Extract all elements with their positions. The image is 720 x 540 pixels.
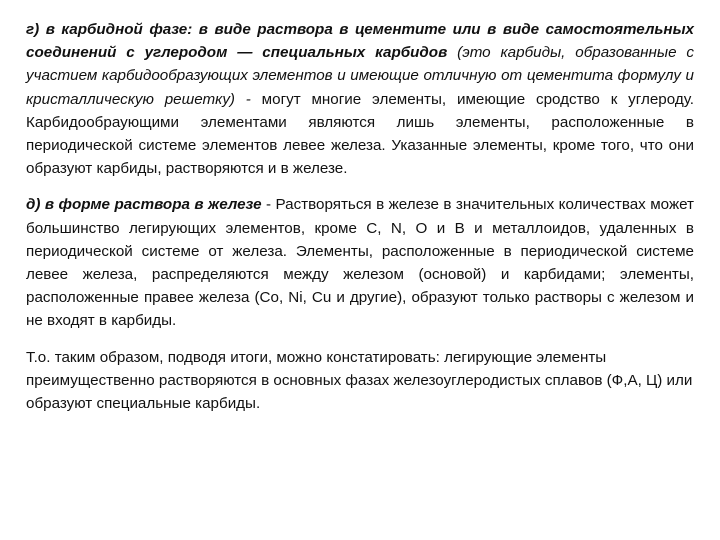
paragraph-heading: д) в форме раствора в железе — [26, 196, 262, 214]
paragraph-heading: г) в карбидной фазе: в виде раствора в цементите или в виде самостоятельных соединений с углеродом — специальных карбидов — [26, 21, 694, 62]
paragraph-iron-solution — [26, 193, 694, 332]
paragraph-conclusion — [26, 346, 694, 416]
paragraph-body: - Растворяться в железе в значительных количествах может большинство легирующих элементов, кроме C, N, O и B и металлоидов, удаленных в периодической системе от железа. Элементы, расположенные в периодической системе левее железа, распределяются между железом (основой) и карбидами; элементы, расположенные правее железа (Co, Ni, Cu и другие), образуют только растворы с железом и не входят в карбиды. — [26, 196, 694, 330]
document-page — [26, 18, 694, 415]
paragraph-carbide-phase — [26, 18, 694, 180]
italic-note: (это карбиды, образованные с участием карбидообразующих элементов и имеющие отличную от цементита формулу и кристаллическую решетку) - — [26, 44, 695, 108]
paragraph-body: могут многие элементы, имеющие сродство к углероду. Карбидообраующими элементами являются лишь элементы, расположенные в периодической системе элементов левее железа. Указанные элементы, кроме того, что они образуют карбиды, растворяются и в железе. — [26, 90, 694, 178]
paragraph-body: Т.о. таким образом, подводя итоги, можно констатировать: легирующие элементы преимущественно растворяются в основных фазах железоуглеродистых сплавов (Ф,А, Ц) или образуют специальные карбиды. — [26, 348, 693, 413]
